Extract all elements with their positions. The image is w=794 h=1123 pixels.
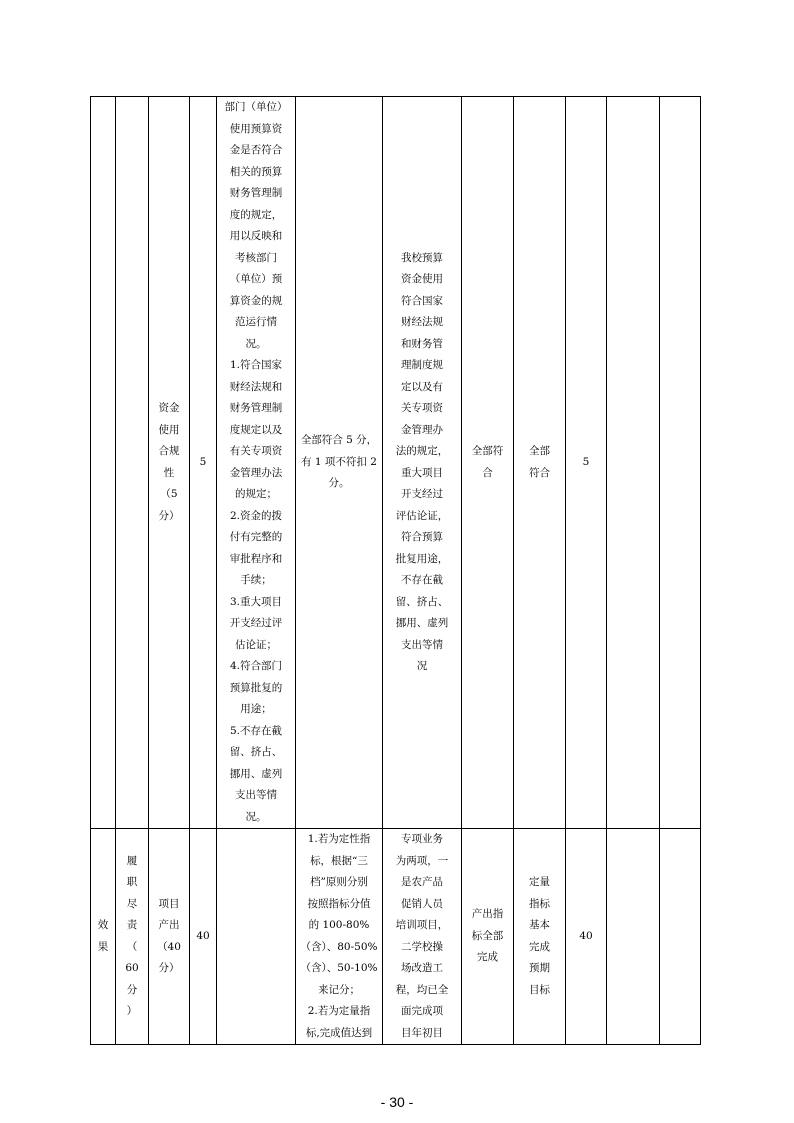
extra-cell (607, 97, 660, 829)
situation-cell: 专项业务 为两项，一 是农产品 促销人员 培训项目， 二学校操 场改造工 程，均已全 面完成项 目年初目 (383, 829, 462, 1045)
indicator-cell: 项目 产出 （40 分） (149, 829, 190, 1045)
extra-cell (607, 829, 660, 1045)
subcategory-cell (116, 97, 149, 829)
indicator-cell: 资金 使用 合规 性 （5 分） (149, 97, 190, 829)
page-number: - 30 - (380, 1094, 414, 1110)
weight-cell: 5 (190, 97, 217, 829)
table-row (91, 97, 701, 829)
category-cell (91, 97, 116, 829)
score-cell: 40 (566, 829, 607, 1045)
category-cell: 效 果 (91, 829, 116, 1045)
standard-cell: 全部符合 5 分， 有 1 项不符扣 2 分。 (296, 97, 383, 829)
weight-cell: 40 (190, 829, 217, 1045)
actual-cell: 全部 符合 (514, 97, 566, 829)
explanation-cell (217, 829, 296, 1045)
score-cell: 5 (566, 97, 607, 829)
target-cell: 产出指 标全部 完成 (462, 829, 514, 1045)
target-cell: 全部符 合 (462, 97, 514, 829)
actual-cell: 定量 指标 基本 完成 预期 目标 (514, 829, 566, 1045)
standard-cell: 1.若为定性指 标，根据“三 档”原则分别 按照指标分值 的 100-80% （含）、80-50% （含）、50-10% 来记分； 2.若为定量指 标,完成值达到 (296, 829, 383, 1045)
table-row (91, 829, 701, 1045)
explanation-cell: 部门（单位） 使用预算资 金是否符合 相关的预算 财务管理制 度的规定， 用以反映和 考核部门 （单位）预 算资金的规 范运行情 况。 1.符合国家 财经法规和 财务管理制 度规定以及 有关专项资 金管理办法 的规定； 2.资金的拨 付有完整的 审批程序和 手续； 3.重大项目 开支经过评 估论证； 4.符合部门 预算批复的 用途； 5.不存在截 留、挤占、 挪用、虚列 支出等情 况。 (217, 97, 296, 829)
subcategory-cell: 履 职 尽 责 （ 60 分 ） (116, 829, 149, 1045)
extra-cell (660, 829, 701, 1045)
performance-evaluation-table (90, 96, 701, 1045)
situation-cell: 我校预算 资金使用 符合国家 财经法规 和财务管 理制度规 定以及有 关专项资 金管理办 法的规定， 重大项目 开支经过 评估论证， 符合预算 批复用途， 不存在截 留、挤占、 挪用、虚列 支出等情 况 (383, 97, 462, 829)
extra-cell (660, 97, 701, 829)
